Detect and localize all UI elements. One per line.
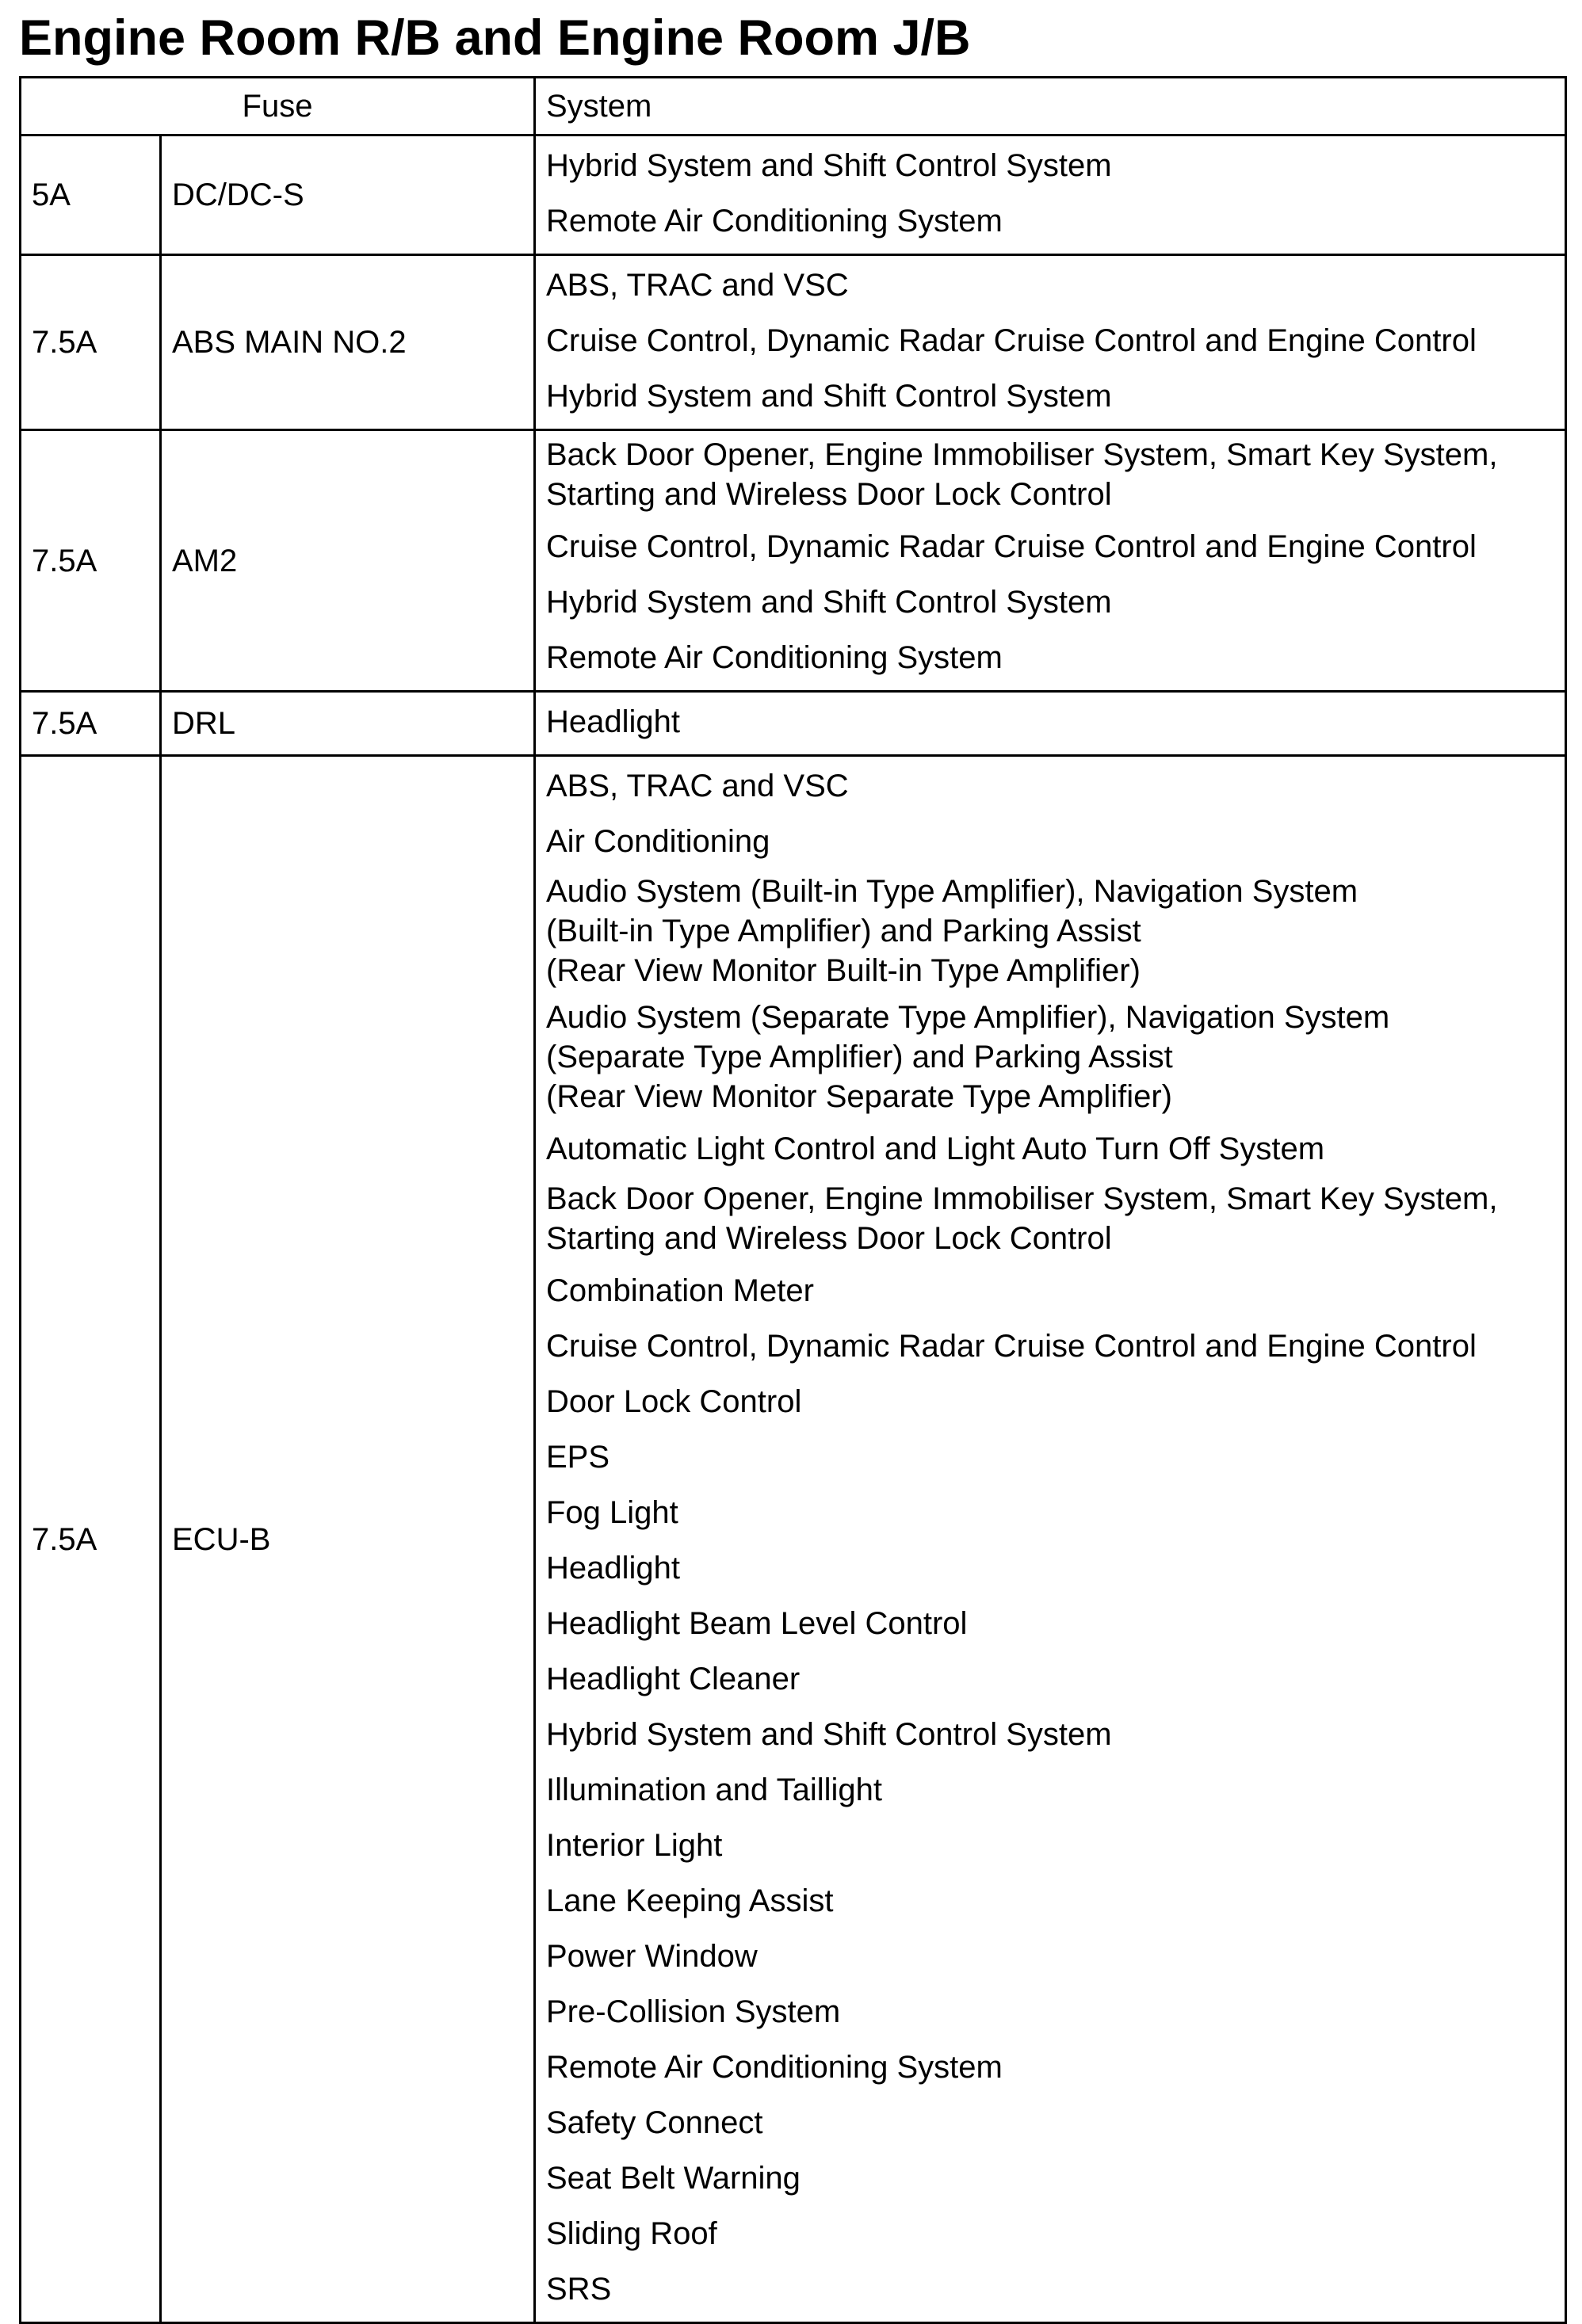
fuse-table-body bbox=[21, 135, 1566, 2323]
system-item: Door Lock Control bbox=[546, 1384, 802, 1419]
system-item: Power Window bbox=[546, 1939, 758, 1974]
system-item: Fog Light bbox=[546, 1495, 678, 1530]
fuse-table bbox=[19, 76, 1567, 2324]
system-item: Hybrid System and Shift Control System bbox=[546, 1717, 1112, 1752]
table-row bbox=[21, 135, 1566, 255]
system-item: Combination Meter bbox=[546, 1273, 814, 1308]
system-item: Seat Belt Warning bbox=[546, 2161, 801, 2196]
system-item: Audio System (Built-in Type Amplifier), Navigation System (Built-in Type Amplifier) and Parking Assist (Rear View Monitor Built-in Type Amplifier) bbox=[546, 874, 1358, 988]
system-item: Automatic Light Control and Light Auto Turn Off System bbox=[546, 1131, 1325, 1166]
header-fuse: Fuse bbox=[21, 78, 535, 135]
system-item: Lane Keeping Assist bbox=[546, 1883, 834, 1918]
system-list bbox=[535, 255, 1566, 430]
system-item: Remote Air Conditioning System bbox=[546, 204, 1003, 239]
system-list bbox=[535, 692, 1566, 756]
system-item: Pre-Collision System bbox=[546, 1994, 841, 2029]
system-item: Interior Light bbox=[546, 1828, 723, 1863]
system-item: Remote Air Conditioning System bbox=[546, 640, 1003, 675]
fuse-name: DRL bbox=[161, 692, 535, 756]
system-item: SRS bbox=[546, 2272, 612, 2307]
table-row bbox=[21, 430, 1566, 692]
table-header-row bbox=[21, 78, 1566, 135]
system-item: Cruise Control, Dynamic Radar Cruise Control and Engine Control bbox=[546, 529, 1477, 564]
fuse-amperage: 7.5A bbox=[21, 756, 161, 2323]
fuse-amperage: 5A bbox=[21, 135, 161, 255]
fuse-name: ECU-B bbox=[161, 756, 535, 2323]
fuse-name: ABS MAIN NO.2 bbox=[161, 255, 535, 430]
system-item: Hybrid System and Shift Control System bbox=[546, 379, 1112, 414]
system-list bbox=[535, 430, 1566, 692]
system-item: Headlight bbox=[546, 1551, 681, 1586]
system-item: Back Door Opener, Engine Immobiliser System, Smart Key System, Starting and Wireless Door Lock Control bbox=[546, 1181, 1498, 1256]
system-item: Sliding Roof bbox=[546, 2216, 717, 2251]
system-item: Cruise Control, Dynamic Radar Cruise Control and Engine Control bbox=[546, 323, 1477, 358]
system-item: Cruise Control, Dynamic Radar Cruise Control and Engine Control bbox=[546, 1329, 1477, 1364]
fuse-name: DC/DC-S bbox=[161, 135, 535, 255]
system-item: Back Door Opener, Engine Immobiliser System, Smart Key System, Starting and Wireless Door Lock Control bbox=[546, 437, 1498, 512]
fuse-amperage: 7.5A bbox=[21, 692, 161, 756]
page-title: Engine Room R/B and Engine Room J/B bbox=[19, 10, 971, 66]
system-item: Audio System (Separate Type Amplifier), Navigation System (Separate Type Amplifier) and Parking Assist (Rear View Monitor Separate Type Amplifier) bbox=[546, 1000, 1390, 1114]
system-item: Headlight bbox=[546, 704, 681, 739]
system-list bbox=[535, 135, 1566, 255]
fuse-amperage: 7.5A bbox=[21, 255, 161, 430]
system-item: Headlight Cleaner bbox=[546, 1662, 801, 1696]
system-item: Hybrid System and Shift Control System bbox=[546, 148, 1112, 183]
table-row bbox=[21, 255, 1566, 430]
system-item: Remote Air Conditioning System bbox=[546, 2050, 1003, 2085]
system-item: ABS, TRAC and VSC bbox=[546, 769, 849, 803]
system-item: Headlight Beam Level Control bbox=[546, 1606, 968, 1641]
system-item: Safety Connect bbox=[546, 2105, 763, 2140]
table-row bbox=[21, 692, 1566, 756]
system-item: EPS bbox=[546, 1440, 610, 1475]
system-item: Illumination and Taillight bbox=[546, 1773, 882, 1807]
table-row bbox=[21, 756, 1566, 2323]
system-item: Hybrid System and Shift Control System bbox=[546, 585, 1112, 620]
system-item: ABS, TRAC and VSC bbox=[546, 268, 849, 303]
fuse-amperage: 7.5A bbox=[21, 430, 161, 692]
system-item: Air Conditioning bbox=[546, 824, 770, 859]
system-list bbox=[535, 756, 1566, 2323]
fuse-name: AM2 bbox=[161, 430, 535, 692]
header-system: System bbox=[535, 78, 1566, 135]
